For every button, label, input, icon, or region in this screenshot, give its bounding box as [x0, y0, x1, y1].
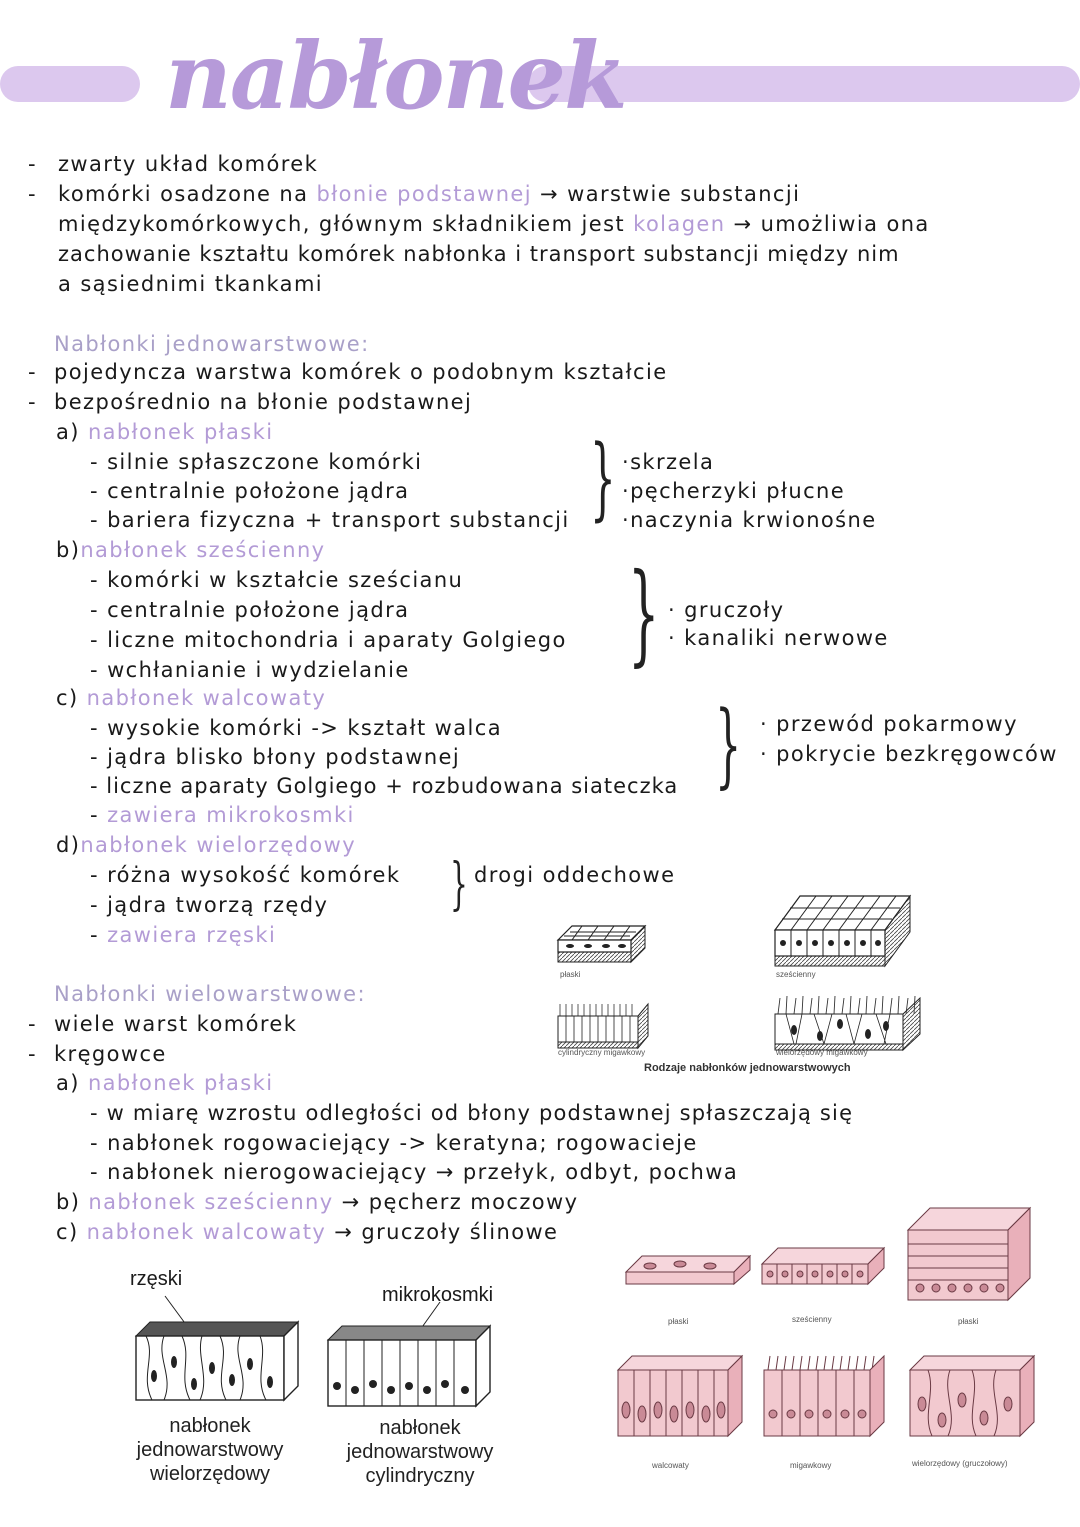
- multi-point: wiele warst komórek: [54, 1012, 298, 1036]
- list-item: - wchłanianie i wydzielanie: [90, 658, 410, 682]
- subsection-c: c) nabłonek walcowaty → gruczoły ślinowe: [56, 1220, 559, 1244]
- fig2-caption-left: nabłonek jednowarstwowy wielorzędowy: [136, 1415, 284, 1485]
- list-item: - w miarę wzrostu odległości od błony podstawnej spłaszczają się: [90, 1101, 854, 1125]
- fig2-caption-right: nabłonek jednowarstwowy cylindryczny: [346, 1417, 494, 1487]
- pseudostratified-epithelium-icon: [775, 996, 920, 1050]
- brace-d: }: [450, 852, 468, 917]
- fig3-label: płaski: [668, 1317, 689, 1326]
- list-item: - różna wysokość komórek: [90, 863, 401, 887]
- list-item: - komórki w kształcie sześcianu: [90, 568, 464, 592]
- list-item: - zawiera rzęski: [90, 923, 277, 947]
- intro-line-5: a sąsiednimi tkankami: [58, 272, 324, 296]
- list-item: - jądra tworzą rzędy: [90, 893, 329, 917]
- list-item: - liczne aparaty Golgiego + rozbudowana siateczka: [90, 774, 679, 798]
- brace-b: }: [628, 549, 660, 677]
- where-item: · przewód pokarmowy: [760, 712, 1018, 736]
- brace-c: }: [715, 691, 742, 798]
- intro-line-4: zachowanie kształtu komórek nabłonka i transport substancji między nim: [58, 242, 900, 266]
- bullet: -: [28, 360, 37, 384]
- fig2-label-microvilli: mikrokosmki: [382, 1284, 494, 1306]
- fig1-label: wielorzędowy migawkowy: [776, 1048, 868, 1057]
- subsection-d: d)nabłonek wielorzędowy: [56, 833, 357, 857]
- list-item: - jądra blisko błony podstawnej: [90, 745, 461, 769]
- fig3-label: sześcienny: [792, 1315, 832, 1324]
- list-item: - zawiera mikrokosmki: [90, 803, 355, 827]
- cuboidal-epithelium-icon: [775, 896, 910, 966]
- fig2-label-cilia: rzęski: [130, 1268, 183, 1290]
- figure-pink-tissues: [610, 1200, 1050, 1470]
- header-band-left: [0, 66, 140, 102]
- columnar-ciliated-epithelium-icon: [558, 1004, 648, 1048]
- fig3-label: walcowaty: [652, 1461, 689, 1470]
- intro-line-1: zwarty układ komórek: [58, 152, 319, 176]
- bullet: -: [28, 390, 37, 414]
- fig3-label: wielorzędowy (gruczołowy): [912, 1459, 1008, 1468]
- where-item: ·skrzela: [622, 450, 715, 474]
- intro-line-3: międzykomórkowych, głównym składnikiem jest kolagen → umożliwia ona: [58, 212, 930, 236]
- bullet: -: [28, 1042, 37, 1066]
- single-point: pojedyncza warstwa komórek o podobnym kształcie: [54, 360, 668, 384]
- subsection-a: a) nabłonek płaski: [56, 1071, 274, 1095]
- bullet: -: [28, 1012, 37, 1036]
- where-item: · gruczoły: [668, 598, 785, 622]
- section-heading-single: Nabłonki jednowarstwowe:: [54, 332, 370, 356]
- bullet: -: [28, 182, 37, 206]
- where-item: ·naczynia krwionośne: [622, 508, 877, 532]
- flat-epithelium-icon: [558, 926, 645, 962]
- page-title: nabłonek: [165, 22, 626, 130]
- list-item: - silnie spłaszczone komórki: [90, 450, 423, 474]
- intro-line-2: komórki osadzone na błonie podstawnej → warstwie substancji: [58, 182, 801, 206]
- fig3-label: migawkowy: [790, 1461, 832, 1470]
- where-item: drogi oddechowe: [474, 863, 676, 887]
- subsection-b: b) nabłonek sześcienny → pęcherz moczowy: [56, 1190, 579, 1214]
- list-item: - wysokie komórki -> kształt walca: [90, 716, 502, 740]
- fig3-label: płaski: [958, 1317, 979, 1326]
- where-item: · kanaliki nerwowe: [668, 626, 889, 650]
- list-item: - liczne mitochondria i aparaty Golgiego: [90, 628, 567, 652]
- subsection-b: b)nabłonek sześcienny: [56, 538, 326, 562]
- subsection-c: c) nabłonek walcowaty: [56, 686, 327, 710]
- fig1-caption: Rodzaje nabłonków jednowarstwowych: [644, 1062, 851, 1074]
- section-heading-multi: Nabłonki wielowarstwowe:: [54, 982, 366, 1006]
- fig1-label: sześcienny: [776, 970, 816, 979]
- list-item: - nabłonek nierogowaciejący → przełyk, odbyt, pochwa: [90, 1160, 739, 1184]
- list-item: - bariera fizyczna + transport substancji: [90, 508, 570, 532]
- single-point: bezpośrednio na błonie podstawnej: [54, 390, 473, 414]
- subsection-a: a) nabłonek płaski: [56, 420, 274, 444]
- figure-line-drawings: [120, 1290, 510, 1420]
- brace-a: }: [590, 426, 616, 531]
- list-item: - centralnie położone jądra: [90, 598, 410, 622]
- fig1-label: cylindryczny migawkowy: [558, 1048, 646, 1057]
- where-item: ·pęcherzyki płucne: [622, 479, 846, 503]
- multi-point: kręgowce: [54, 1042, 167, 1066]
- fig1-label: płaski: [560, 970, 581, 979]
- list-item: - nabłonek rogowaciejący -> keratyna; rogowacieje: [90, 1131, 698, 1155]
- bullet: -: [28, 152, 37, 176]
- where-item: · pokrycie bezkręgowców: [760, 742, 1058, 766]
- list-item: - centralnie położone jądra: [90, 479, 410, 503]
